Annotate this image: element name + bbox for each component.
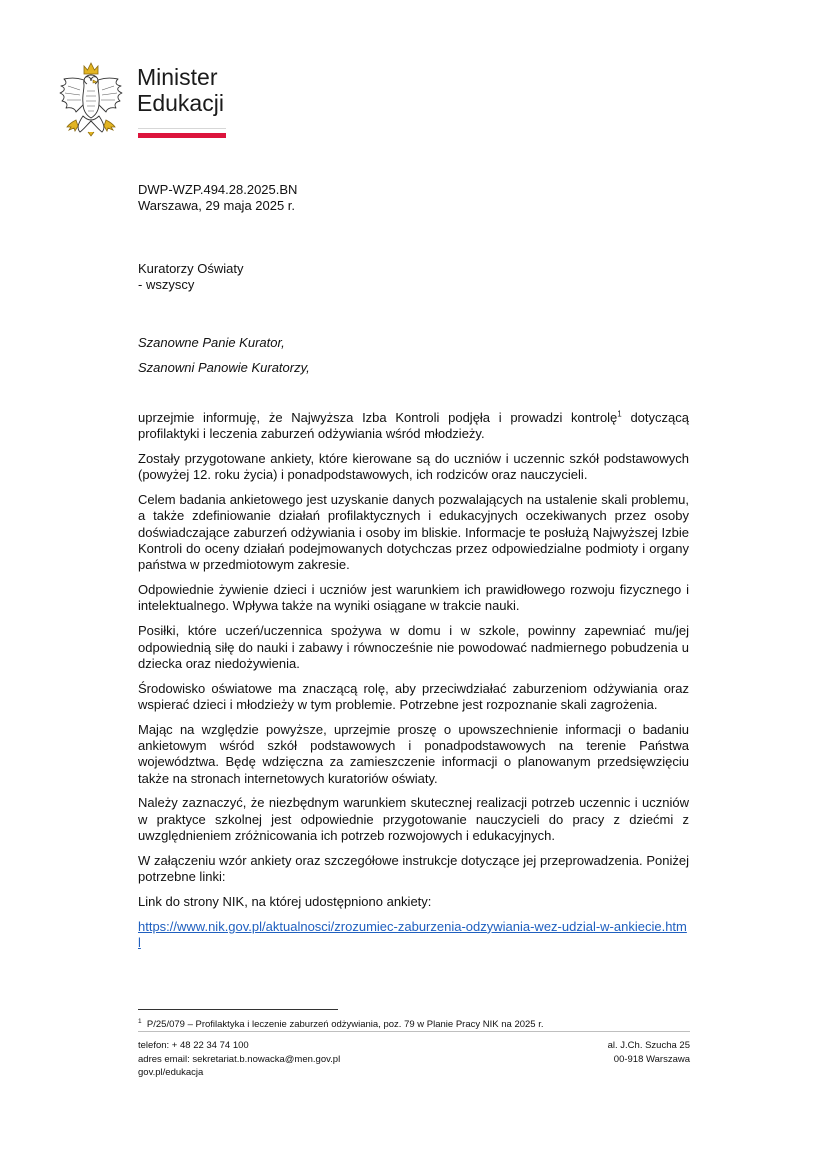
footnote-separator [138, 1009, 338, 1010]
salutation-line2: Szanowni Panowie Kuratorzy, [138, 360, 310, 375]
footer-phone: telefon: + 48 22 34 74 100 [138, 1040, 249, 1051]
ministry-name-line1: Minister [137, 64, 218, 90]
footer-contact [138, 1039, 340, 1080]
footer-separator [138, 1031, 690, 1032]
salutation-line1: Szanowne Panie Kurator, [138, 335, 285, 350]
recipient-block [138, 261, 243, 293]
paragraph-1: uprzejmie informuję, że Najwyższa Izba Kontroli podjęła i prowadzi kontrolę$^1$ dotyczącą profilaktyki i leczenia zaburzeń odżywiania wśród młodzieży. [138, 409, 689, 442]
footer-website: gov.pl/edukacja [138, 1067, 204, 1078]
footnote-mark: 1 [138, 1018, 142, 1025]
footnote [138, 1018, 544, 1030]
paragraph-4: Odpowiednie żywienie dzieci i uczniów jest warunkiem ich prawidłowego rozwoju fizycznego i intelektualnego. Wpływa także na wyniki osiągane w trakcie nauki. [138, 582, 689, 614]
paragraph-10: Link do strony NIK, na której udostępniono ankiety: [138, 893, 432, 909]
paragraph-6: Środowisko oświatowe ma znaczącą rolę, aby przeciwdziałać zaburzeniom odżywiania oraz wspierać dzieci i młodzieży w tym problemie. Potrzebne jest rozpoznanie skali zagrożenia. [138, 680, 689, 712]
paragraph-8: Należy zaznaczyć, że niezbędnym warunkiem skutecznej realizacji potrzeb uczennic i uczniów w praktyce szkolnej jest odpowiednie przygotowanie nauczycieli do pracy z dziećmi z uwzględnieniem zróżnicowania ich potrzeb rozwojowych i edukacyjnych. [138, 795, 689, 844]
flag-red-stripe [138, 133, 226, 138]
reference-block [138, 182, 297, 214]
ministry-name-line2: Edukacji [137, 90, 224, 116]
reference-number: DWP-WZP.494.28.2025.BN [138, 182, 298, 197]
paragraph-9: W załączeniu wzór ankiety oraz szczegółowe instrukcje dotyczące jej przeprowadzenia. Poniżej potrzebne linki: [138, 852, 689, 885]
nik-survey-link[interactable]: https://www.nik.gov.pl/aktualnosci/zrozumiec-zaburzenia-odzywiania-wez-udzial-w-ankiecie.html [138, 918, 687, 951]
ministry-name [137, 64, 224, 116]
recipient-line1: Kuratorzy Oświaty [138, 261, 244, 276]
footnote-text: P/25/079 – Profilaktyka i leczenie zaburzeń odżywiania, poz. 79 w Planie Pracy NIK na 2025 r. [146, 1019, 544, 1031]
paragraph-3: Celem badania ankietowego jest uzyskanie danych pozwalających na ustalenie skali problemu, a także zdefiniowanie działań profilaktycznych i edukacyjnych oczekiwanych przez osoby doświadczające zaburzeń odżywiania i osoby im bliskie. Informacje te posłużą Najwyższej Izbie Kontroli do oceny działań podejmowanych dotychczas przez odpowiedzialne podmioty i organy państwa w przedmiotowym zakresie. [138, 492, 689, 573]
footnote-reference: 1 [617, 409, 622, 419]
polish-eagle-emblem-icon [56, 58, 126, 140]
paragraph-2: Zostały przygotowane ankiety, które kierowane są do uczniów i uczennic szkół podstawowych (powyżej 12. roku życia) i ponadpodstawowych, ich rodziców oraz nauczycieli. [138, 451, 689, 483]
footer-address-line2: 00-918 Warszawa [613, 1053, 690, 1065]
paragraph-5: Posiłki, które uczeń/uczennica spożywa w domu i w szkole, powinny zapewniać mu/jej odpowiednią siłę do nauki i zabawy i równocześnie nie powodować nadmiernego pobudzenia u dziecka oraz niedożywienia. [138, 623, 689, 671]
recipient-line2: - wszyscy [138, 277, 195, 292]
footer-address-line1: al. J.Ch. Szucha 25 [607, 1040, 690, 1051]
letter-body [138, 410, 689, 960]
place-and-date: Warszawa, 29 maja 2025 r. [138, 198, 296, 213]
footer-address [608, 1039, 690, 1066]
paragraph-7: Mając na względzie powyższe, uprzejmie proszę o upowszechnienie informacji o badaniu ankietowym wśród szkół podstawowych i ponadpodstawowych na terenie Państwa województwa. Będę wdzięczna za zamieszczenie informacji o planowanym przedsięwzięciu także na stronach internetowych kuratoriów oświaty. [138, 721, 689, 786]
national-flag-bar [138, 128, 226, 138]
footer-email: adres email: sekretariat.b.nowacka@men.gov.pl [138, 1053, 341, 1065]
